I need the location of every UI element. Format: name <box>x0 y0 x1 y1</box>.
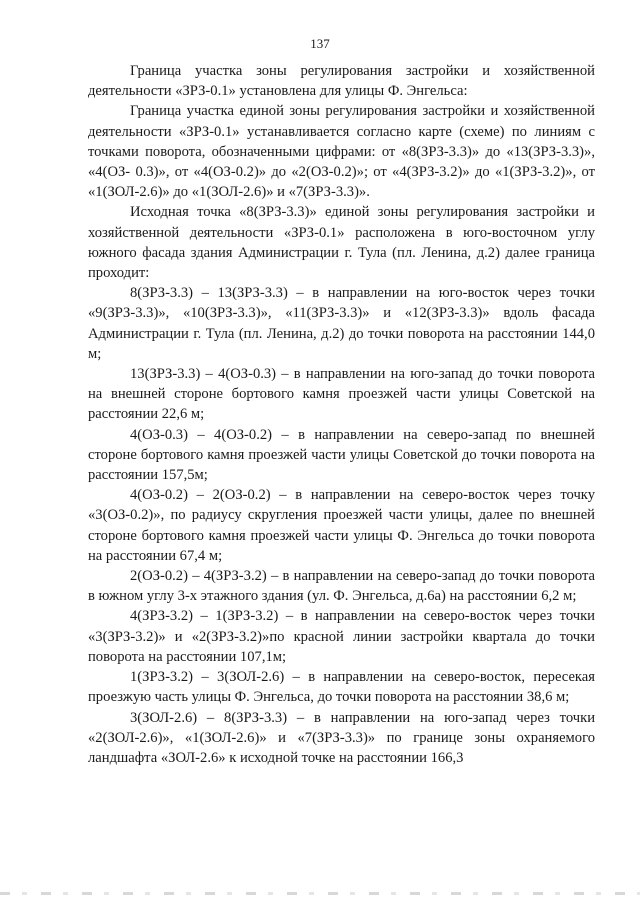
scan-edge-artifact <box>0 892 640 895</box>
paragraph: Граница участка единой зоны регулирования застройки и хозяйственной деятельности «ЗРЗ-0.1» устанавливается согласно карте (схеме) по линиям с точками поворота, обозначенными цифрами: от «8(ЗРЗ-3.3)» до «13(ЗРЗ-3.3)», «4(ОЗ- 0.3)», от «4(ОЗ-0.2)» до «2(ОЗ-0.2)»; от «4(ЗРЗ-3.2)» до «1(ЗРЗ-3.2)», от «1(ЗОЛ-2.6)» до «1(ЗОЛ-2.6)» и «7(ЗРЗ-3.3)». <box>88 103 595 201</box>
paragraph: 2(ОЗ-0.2) – 4(ЗРЗ-3.2) – в направлении на северо-запад до точки поворота в южном углу 3-х этажного здания (ул. Ф. Энгельса, д.6а) на расстоянии 6,2 м; <box>88 568 595 605</box>
paragraph: Исходная точка «8(ЗРЗ-3.3)» единой зоны регулирования застройки и хозяйственной деятельности «ЗРЗ-0.1» расположена в юго-восточном углу южного фасада здания Администрации г. Тула (пл. Ленина, д.2) далее граница проходит: <box>88 204 595 282</box>
document-body <box>88 61 595 768</box>
paragraph: 1(ЗРЗ-3.2) – 3(ЗОЛ-2.6) – в направлении на северо-восток, пересекая проезжую часть улицы Ф. Энгельса, до точки поворота на расстоянии 38,6 м; <box>88 669 595 706</box>
paragraph: 4(ОЗ-0.3) – 4(ОЗ-0.2) – в направлении на северо-запад по внешней стороне бортового камня проезжей части улицы Советской до точки поворота на расстоянии 157,5м; <box>88 426 595 484</box>
page-number: 137 <box>310 36 330 51</box>
paragraph: 3(ЗОЛ-2.6) – 8(ЗРЗ-3.3) – в направлении на юго-запад через точки «2(ЗОЛ-2.6)», «1(ЗОЛ-2.6)» и «7(ЗРЗ-3.3)» по границе зоны охраняемого ландшафта «ЗОЛ-2.6» к исходной точке на расстоянии 166,3 <box>88 709 595 766</box>
paragraph: 4(ЗРЗ-3.2) – 1(ЗРЗ-3.2) – в направлении на северо-восток через точки «3(ЗРЗ-3.2)» и «2(ЗРЗ-3.2)»по красной линии застройки квартала до точки поворота на расстоянии 107,1м; <box>88 608 595 665</box>
paragraph: 13(ЗРЗ-3.3) – 4(ОЗ-0.3) – в направлении на юго-запад до точки поворота на внешней стороне бортового камня проезжей части улицы Советской на расстоянии 22,6 м; <box>88 366 595 423</box>
paragraph: 4(ОЗ-0.2) – 2(ОЗ-0.2) – в направлении на северо-восток через точку «3(ОЗ-0.2)», по радиусу скругления проезжей части улицы, далее по внешней стороне бортового камня проезжей части улицы Ф. Энгельса до точки поворота на расстоянии 67,4 м; <box>88 487 595 564</box>
paragraph: Граница участка зоны регулирования застройки и хозяйственной деятельности «ЗРЗ-0.1» установлена для улицы Ф. Энгельса: <box>88 63 595 100</box>
paragraph: 8(ЗРЗ-3.3) – 13(ЗРЗ-3.3) – в направлении на юго-восток через точки «9(ЗРЗ-3.3)», «10(ЗРЗ-3.3)», «11(ЗРЗ-3.3)» и «12(ЗРЗ-3.3)» вдоль фасада Администрации г. Тула (пл. Ленина, д.2) до точки поворота на расстоянии 144,0 м; <box>88 285 595 362</box>
